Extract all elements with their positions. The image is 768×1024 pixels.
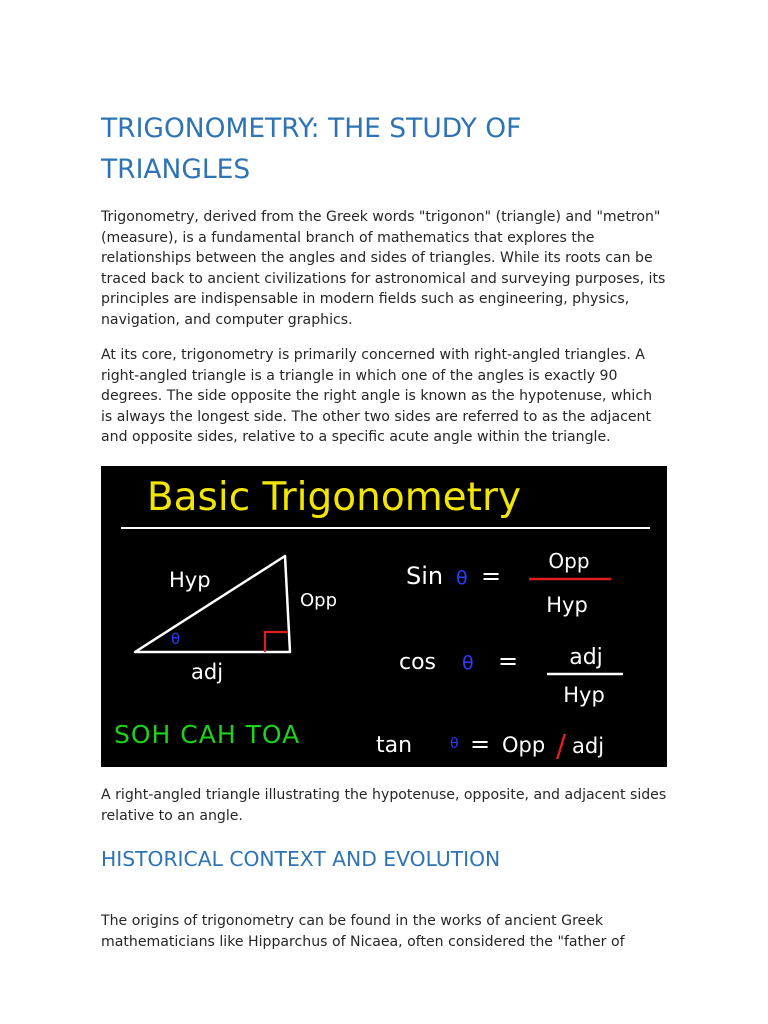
sin-equals: =: [481, 562, 502, 590]
trigonometry-blackboard-illustration: [101, 466, 667, 767]
tan-numerator: Opp: [502, 733, 546, 757]
sin-theta: θ: [456, 567, 468, 589]
trigonometry-figure: [101, 466, 667, 767]
cos-label: cos: [399, 650, 437, 675]
hypotenuse-label: Hyp: [169, 568, 211, 592]
sin-label: Sin: [406, 562, 444, 590]
adjacent-label: adj: [191, 660, 224, 684]
tan-division-slash: /: [556, 729, 567, 764]
theta-angle-mark: θ: [171, 630, 181, 648]
tan-equals: =: [470, 730, 491, 758]
history-paragraph: The origins of trigonometry can be found in the works of ancient Greek mathematicians like Hipparchus of Nicaea, often considered the "father of: [101, 913, 625, 950]
sin-denominator: Hyp: [546, 593, 588, 617]
core-concept-paragraph: At its core, trigonometry is primarily concerned with right-angled triangles. A right-angled triangle is a triangle in which one of the angles is exactly 90 degrees. The side opposite the right angle is known as the hypotenuse, which is always the longest side. The other two sides are referred to as the adjacent and opposite sides, relative to a specific acute angle within the triangle.: [101, 347, 652, 445]
tan-theta: θ: [450, 736, 459, 752]
intro-paragraph: Trigonometry, derived from the Greek words "trigonon" (triangle) and "metron" (measure), is a fundamental branch of mathematics that explores the relationships between the angles and sides of triangles. While its roots can be traced back to ancient civilizations for astronomical and surveying purposes, its principles are indispensable in modern fields such as engineering, physics, navigation, and computer graphics.: [101, 209, 666, 328]
page-title: TRIGONOMETRY: THE STUDY OF TRIANGLES: [101, 113, 522, 185]
cos-numerator: adj: [569, 645, 603, 670]
figure-title: Basic Trigonometry: [146, 475, 522, 520]
section-heading: HISTORICAL CONTEXT AND EVOLUTION: [101, 847, 501, 871]
figure-caption: A right-angled triangle illustrating the hypotenuse, opposite, and adjacent sides relative to an angle.: [101, 787, 667, 824]
opposite-label: Opp: [300, 590, 338, 611]
tan-denominator: adj: [572, 734, 605, 758]
sin-numerator: Opp: [548, 549, 590, 573]
tan-label: tan: [376, 733, 413, 758]
cos-denominator: Hyp: [563, 683, 605, 707]
cos-theta: θ: [462, 652, 474, 674]
cos-equals: =: [498, 647, 519, 675]
mnemonic-text: SOH CAH TOA: [114, 720, 301, 749]
